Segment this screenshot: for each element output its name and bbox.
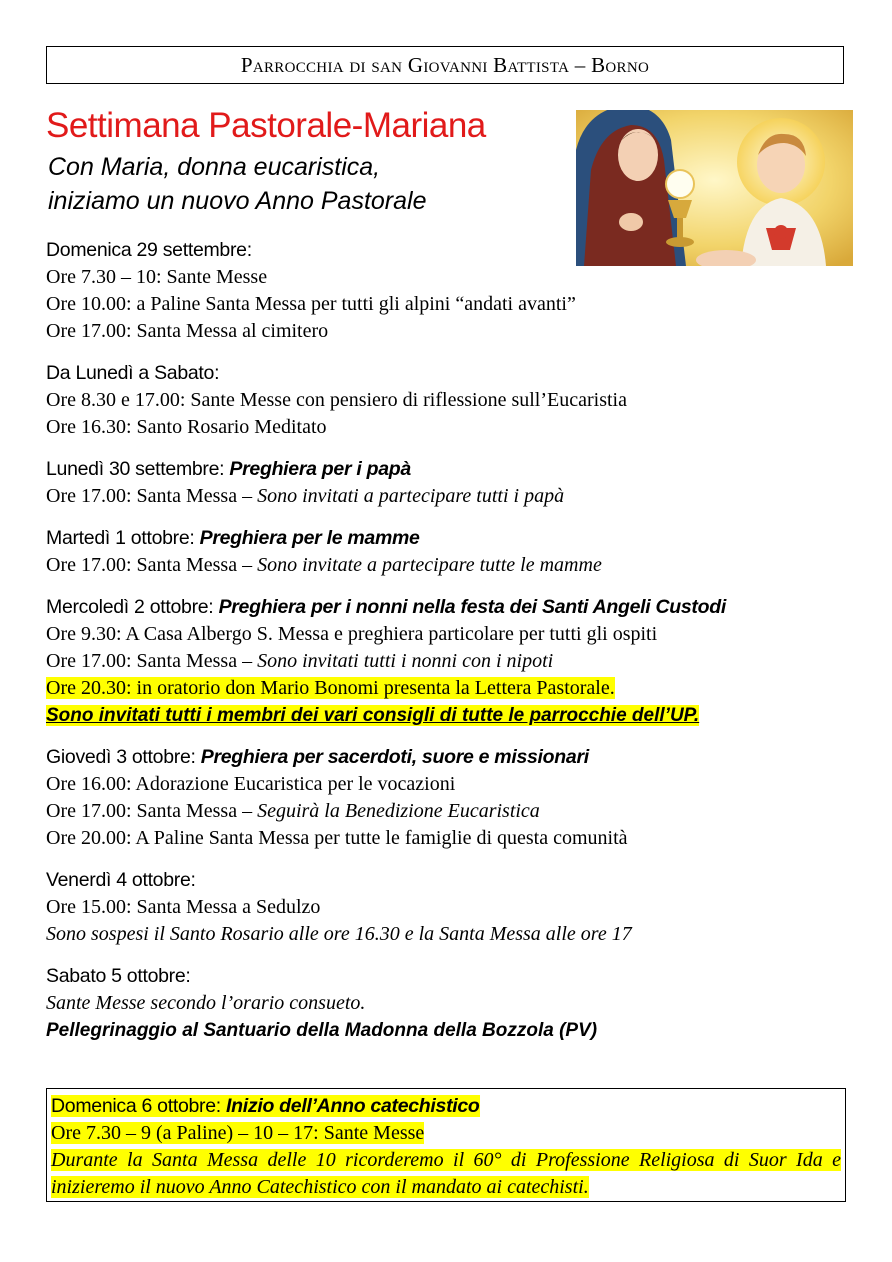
day-label: Domenica 6 ottobre: — [51, 1095, 221, 1117]
highlighted-text: Ore 7.30 – 9 (a Paline) – 10 – 17: Sante Messe — [51, 1122, 425, 1144]
line-time: Ore 17.00: Santa Messa – — [46, 650, 258, 672]
line-note: Seguirà la Benedizione Eucaristica — [257, 800, 540, 822]
section-saturday-5 — [46, 962, 846, 1044]
schedule-line: Ore 10.00: a Paline Santa Messa per tutti gli alpini “andati avanti” — [46, 293, 576, 315]
parish-header: Parrocchia di san Giovanni Battista – Borno — [46, 46, 844, 84]
schedule-line — [46, 648, 846, 675]
line-time: Ore 17.00: Santa Messa – — [46, 485, 258, 507]
schedule-line: Ore 17.00: Santa Messa al cimitero — [46, 320, 329, 342]
schedule-line: Ore 7.30 – 10: Sante Messe — [46, 266, 268, 288]
section-weekdays — [46, 359, 846, 441]
section-friday-4 — [46, 866, 846, 948]
schedule-line: Ore 16.00: Adorazione Eucaristica per le vocazioni — [46, 773, 456, 795]
subtitle-line-1: Con Maria, donna eucaristica, — [48, 153, 381, 181]
day-label: Mercoledì 2 ottobre: — [46, 596, 214, 618]
day-heading: Da Lunedì a Sabato: — [46, 362, 220, 384]
day-label: Martedì 1 ottobre: — [46, 527, 195, 549]
subtitle — [48, 150, 426, 218]
day-theme: Inizio dell’Anno catechistico — [226, 1095, 480, 1117]
line-time: Ore 17.00: Santa Messa – — [46, 800, 258, 822]
line-note: Sono invitati a partecipare tutti i papà — [257, 485, 565, 507]
schedule-line: Ore 9.30: A Casa Albergo S. Messa e preghiera particolare per tutti gli ospiti — [46, 623, 658, 645]
invitation-line — [46, 702, 846, 729]
section-wednesday-2 — [46, 593, 846, 729]
invitation-text: Sono invitati tutti i membri dei vari consigli di tutte le parrocchie dell’UP. — [46, 705, 700, 726]
schedule-line: Sante Messe secondo l’orario consueto. — [46, 992, 366, 1014]
schedule-line — [51, 1120, 841, 1147]
day-label: Giovedì 3 ottobre: — [46, 746, 196, 768]
line-note: Sono invitate a partecipare tutte le mamme — [257, 554, 602, 576]
anniversary-note — [51, 1147, 841, 1201]
section-thursday-3 — [46, 743, 846, 852]
catechism-box — [46, 1088, 846, 1202]
schedule-line-highlighted — [46, 675, 846, 702]
page-title: Settimana Pastorale-Mariana — [46, 106, 486, 145]
day-heading — [46, 524, 846, 552]
schedule-line — [46, 552, 846, 579]
day-theme: Preghiera per sacerdoti, suore e missionari — [200, 746, 589, 768]
day-theme: Preghiera per i nonni nella festa dei Santi Angeli Custodi — [218, 596, 726, 618]
day-theme: Preghiera per le mamme — [199, 527, 420, 549]
day-heading: Venerdì 4 ottobre: — [46, 869, 196, 891]
pilgrimage-line: Pellegrinaggio al Santuario della Madonna della Bozzola (PV) — [46, 1020, 598, 1041]
day-heading — [51, 1092, 841, 1120]
schedule-line — [46, 798, 846, 825]
day-label: Lunedì 30 settembre: — [46, 458, 225, 480]
schedule-line: Ore 15.00: Santa Messa a Sedulzo — [46, 896, 321, 918]
section-tuesday-1 — [46, 524, 846, 579]
section-sunday-29 — [46, 236, 846, 345]
schedule — [46, 236, 846, 1058]
day-heading — [46, 455, 846, 483]
schedule-line: Ore 8.30 e 17.00: Sante Messe con pensiero di riflessione sull’Eucaristia — [46, 389, 627, 411]
schedule-line: Sono sospesi il Santo Rosario alle ore 16.30 e la Santa Messa alle ore 17 — [46, 923, 632, 945]
line-note: Sono invitati tutti i nonni con i nipoti — [257, 650, 554, 672]
subtitle-line-2: iniziamo un nuovo Anno Pastorale — [48, 187, 427, 215]
day-heading: Domenica 29 settembre: — [46, 239, 252, 261]
highlighted-text: Ore 20.30: in oratorio don Mario Bonomi presenta la Lettera Pastorale. — [46, 677, 615, 699]
day-heading — [46, 593, 846, 621]
section-monday-30 — [46, 455, 846, 510]
line-time: Ore 17.00: Santa Messa – — [46, 554, 258, 576]
day-theme: Preghiera per i papà — [229, 458, 411, 480]
highlighted-text: Durante la Santa Messa delle 10 ricorderemo il 60° di Professione Religiosa di Suor Ida e inizieremo il nuovo Anno Catechistico con il mandato ai catechisti. — [51, 1149, 841, 1198]
schedule-line: Ore 20.00: A Paline Santa Messa per tutte le famiglie di questa comunità — [46, 827, 628, 849]
schedule-line: Ore 16.30: Santo Rosario Meditato — [46, 416, 327, 438]
day-heading — [46, 743, 846, 771]
day-heading: Sabato 5 ottobre: — [46, 965, 191, 987]
schedule-line — [46, 483, 846, 510]
